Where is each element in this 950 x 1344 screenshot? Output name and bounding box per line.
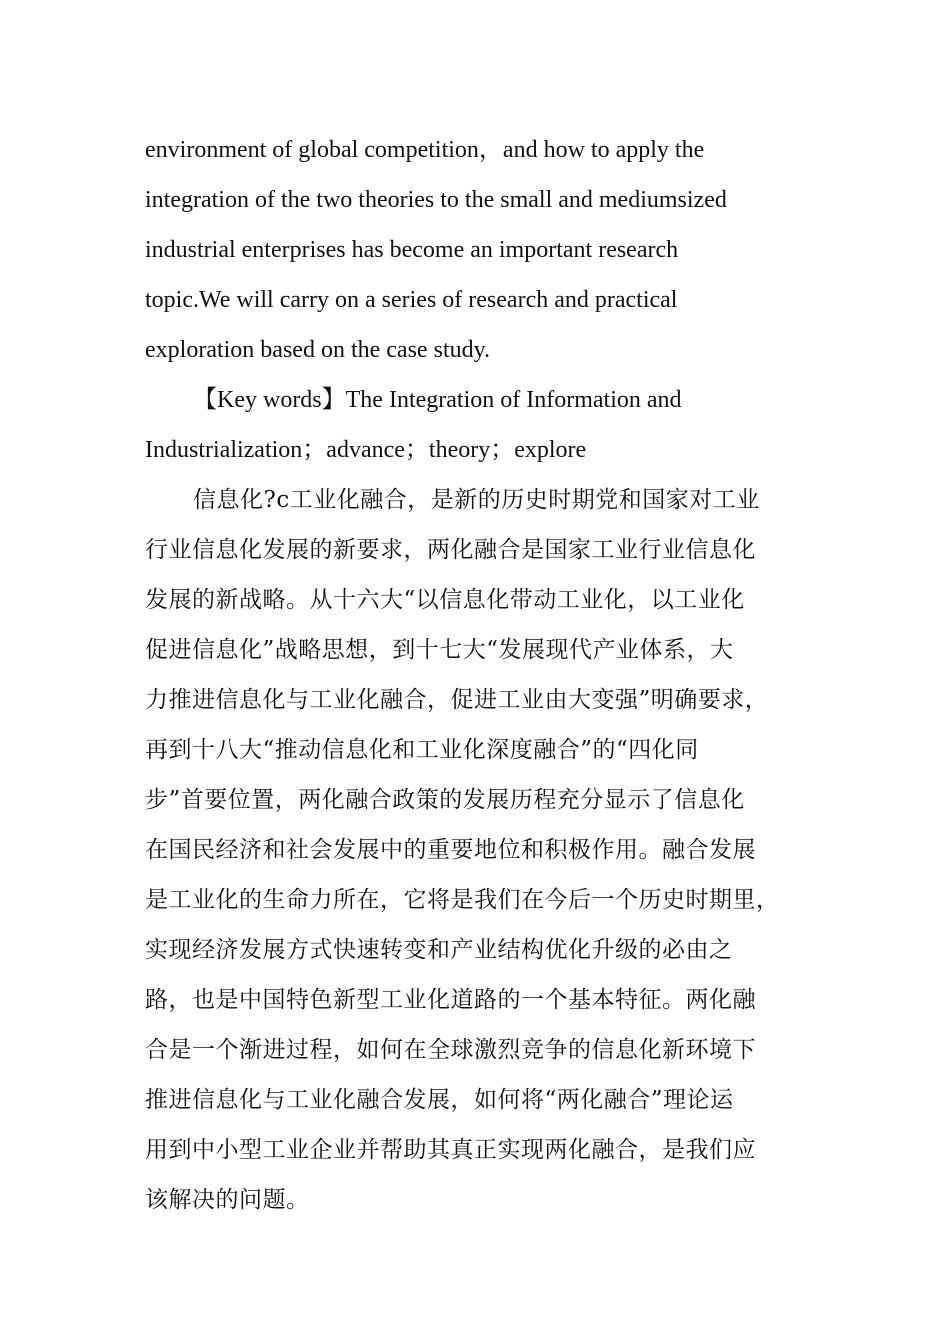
abstract-line: industrial enterprises has become an important research (145, 237, 679, 263)
body-line: 在国民经济和社会发展中的重要地位和积极作用。融合发展 (145, 837, 756, 863)
body-line: 发展的新战略。从十六大“以信息化带动工业化，以工业化 (145, 587, 745, 613)
keywords-paragraph (145, 380, 825, 480)
body-line: 路，也是中国特色新型工业化道路的一个基本特征。两化融 (145, 987, 756, 1013)
body-line: 促进信息化”战略思想，到十七大“发展现代产业体系，大 (145, 637, 734, 663)
body-line: 该解决的问题。 (145, 1187, 310, 1213)
body-line: 实现经济发展方式快速转变和产业结构优化升级的必由之 (145, 937, 733, 963)
body-line: 行业信息化发展的新要求，两化融合是国家工业行业信息化 (145, 537, 756, 563)
abstract-paragraph (145, 130, 825, 380)
body-line: 信息化?c工业化融合，是新的历史时期党和国家对工业 (193, 487, 760, 513)
abstract-line: topic.We will carry on a series of research and practical (145, 287, 678, 313)
abstract-line: integration of the two theories to the small and mediumsized (145, 187, 727, 213)
body-line: 用到中小型工业企业并帮助其真正实现两化融合，是我们应 (145, 1137, 756, 1163)
body-line: 推进信息化与工业化融合发展，如何将“两化融合”理论运 (145, 1087, 734, 1113)
body-line: 步”首要位置，两化融合政策的发展历程充分显示了信息化 (145, 787, 745, 813)
body-line: 是工业化的生命力所在，它将是我们在今后一个历史时期里， (145, 887, 780, 913)
body-line: 再到十八大“推动信息化和工业化深度融合”的“四化同 (145, 737, 699, 763)
abstract-line: exploration based on the case study. (145, 337, 491, 363)
keywords-line: 【Key words】The Integration of Information and (193, 387, 682, 413)
document-body (145, 130, 825, 1230)
keywords-line: Industrialization；advance；theory；explore (145, 437, 587, 463)
body-line: 合是一个渐进过程，如何在全球激烈竞争的信息化新环境下 (145, 1037, 756, 1063)
body-line: 力推进信息化与工业化融合，促进工业由大变强”明确要求， (145, 687, 769, 713)
abstract-line: environment of global competition，and how to apply the (145, 137, 705, 163)
chinese-body-paragraph (145, 480, 825, 1230)
